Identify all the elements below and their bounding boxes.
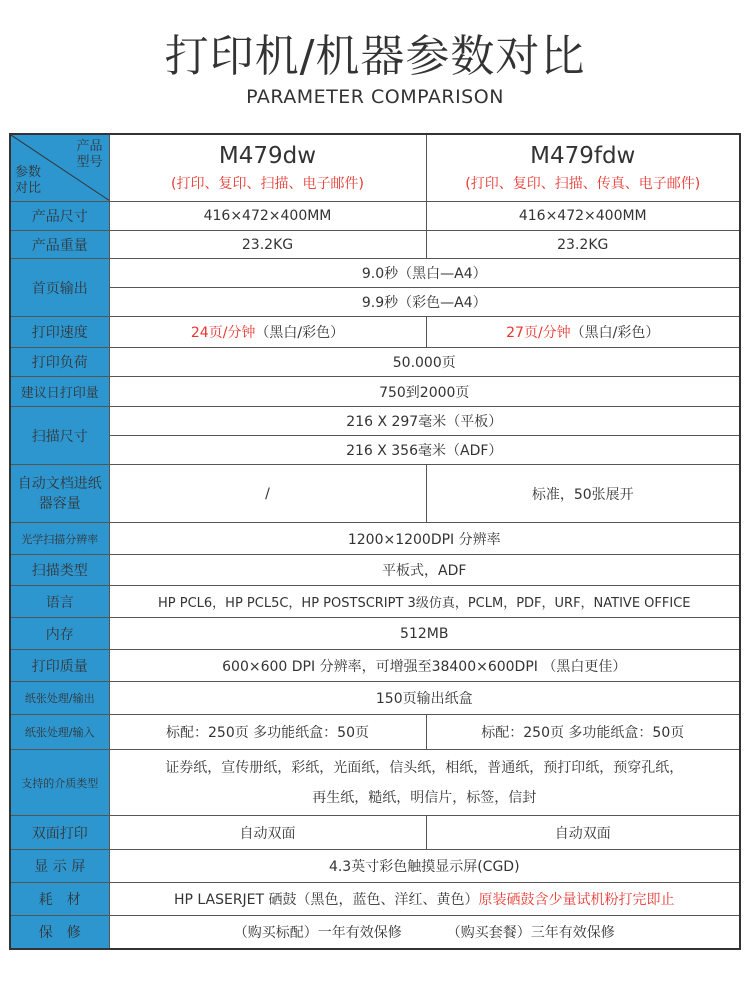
speed-b-mode: （黑白/彩色） (570, 325, 660, 341)
corner-compare: 对比 (15, 181, 42, 196)
paper-out-value: 150页输出纸盒 (109, 682, 740, 715)
label-warranty: 保 修 (10, 916, 109, 949)
warranty-b: （购买套餐）三年有效保修 (446, 924, 615, 941)
consumables-value (109, 883, 740, 916)
label-first-page: 首页输出 (10, 259, 109, 317)
row-display (10, 850, 740, 883)
quality-value: 600×600 DPI 分辨率，可增强至38400×600DPI （黑白更佳） (109, 650, 740, 682)
label-resolution: 光学扫描分辨率 (10, 523, 109, 555)
row-memory (10, 618, 740, 650)
row-scan-size-1 (10, 407, 740, 436)
consumables-note: 原装硒鼓含少量试机粉打完即止 (478, 892, 675, 908)
paper-in-b: 标配：250页 多功能纸盒：50页 (426, 715, 740, 750)
row-speed (10, 317, 740, 348)
row-paper-out (10, 682, 740, 715)
model-a-name: M479dw (218, 143, 317, 169)
row-weight (10, 231, 740, 259)
scan-type-value: 平板式，ADF (109, 555, 740, 586)
corner-cell (10, 134, 109, 202)
first-page-color: 9.9秒（彩色—A4） (109, 288, 740, 317)
warranty-value (109, 916, 740, 949)
label-weight: 产品重量 (10, 231, 109, 259)
adf-b: 标准，50张展开 (426, 465, 740, 523)
page-subtitle: PARAMETER COMPARISON (246, 86, 504, 108)
label-display: 显 示 屏 (10, 850, 109, 883)
header-row (10, 134, 740, 202)
model-b-name: M479fdw (530, 143, 636, 169)
media-value (109, 750, 740, 816)
row-first-page-1 (10, 259, 740, 288)
model-b-functions: (打印、复印、扫描、传真、电子邮件) (465, 176, 701, 192)
display-value: 4.3英寸彩色触摸显示屏(CGD) (109, 850, 740, 883)
warranty-a: （购买标配）一年有效保修 (233, 924, 402, 941)
media-line-2: 再生纸，糙纸，明信片，标签，信封 (312, 789, 537, 806)
label-size: 产品尺寸 (10, 202, 109, 231)
row-warranty (10, 916, 740, 949)
label-memory: 内存 (10, 618, 109, 650)
duplex-b: 自动双面 (426, 816, 740, 850)
model-a-functions: (打印、复印、扫描、电子邮件) (171, 176, 364, 192)
label-paper-out: 纸张处理/输出 (10, 682, 109, 715)
speed-b (426, 317, 740, 348)
row-media (10, 750, 740, 816)
row-resolution (10, 523, 740, 555)
corner-model: 型号 (76, 155, 103, 170)
speed-a (109, 317, 426, 348)
row-volume (10, 377, 740, 407)
label-paper-in: 纸张处理/输入 (10, 715, 109, 750)
volume-value: 750到2000页 (109, 377, 740, 407)
speed-a-value: 24页/分钟 (190, 325, 256, 341)
label-scan-size: 扫描尺寸 (10, 407, 109, 465)
label-volume: 建议日打印量 (10, 377, 109, 407)
first-page-mono: 9.0秒（黑白—A4） (109, 259, 740, 288)
speed-a-mode: （黑白/彩色） (255, 325, 345, 341)
corner-product: 产品 (76, 139, 103, 154)
model-a-header (109, 134, 426, 202)
resolution-value: 1200×1200DPI 分辨率 (109, 523, 740, 555)
media-line-1: 证券纸，宣传册纸，彩纸，光面纸，信头纸，相纸，普通纸，预打印纸，预穿孔纸， (165, 759, 684, 776)
model-b-header (426, 134, 740, 202)
scan-size-adf: 216 X 356毫米（ADF） (109, 436, 740, 465)
row-scan-type (10, 555, 740, 586)
duplex-a: 自动双面 (109, 816, 426, 850)
corner-param: 参数 (15, 165, 42, 180)
row-language (10, 586, 740, 618)
label-scan-type: 扫描类型 (10, 555, 109, 586)
row-quality (10, 650, 740, 682)
row-duty (10, 348, 740, 377)
row-first-page-2 (10, 288, 740, 317)
label-language: 语言 (10, 586, 109, 618)
comparison-table (9, 133, 741, 950)
row-paper-in (10, 715, 740, 750)
label-speed: 打印速度 (10, 317, 109, 348)
label-duty: 打印负荷 (10, 348, 109, 377)
label-adf: 自动文档进纸器容量 (10, 465, 109, 523)
adf-a: / (109, 465, 426, 523)
page-title: 打印机/机器参数对比 (164, 31, 586, 82)
row-duplex (10, 816, 740, 850)
size-a: 416×472×400MM (109, 202, 426, 231)
memory-value: 512MB (109, 618, 740, 650)
scan-size-flatbed: 216 X 297毫米（平板） (109, 407, 740, 436)
consumables-toner: HP LASERJET 硒鼓（黑色，蓝色、洋红、黄色） (173, 892, 479, 908)
row-adf (10, 465, 740, 523)
size-b: 416×472×400MM (426, 202, 740, 231)
label-duplex: 双面打印 (10, 816, 109, 850)
row-consumables (10, 883, 740, 916)
row-scan-size-2 (10, 436, 740, 465)
paper-in-a: 标配：250页 多功能纸盒：50页 (109, 715, 426, 750)
row-size (10, 202, 740, 231)
label-media: 支持的介质类型 (10, 750, 109, 816)
speed-b-value: 27页/分钟 (506, 325, 571, 341)
label-quality: 打印质量 (10, 650, 109, 682)
weight-a: 23.2KG (109, 231, 426, 259)
duty-value: 50.000页 (109, 348, 740, 377)
language-value: HP PCL6，HP PCL5C，HP POSTSCRIPT 3级仿真，PCLM，PDF，URF，NATIVE OFFICE (109, 586, 740, 618)
weight-b: 23.2KG (426, 231, 740, 259)
label-consumables: 耗 材 (10, 883, 109, 916)
